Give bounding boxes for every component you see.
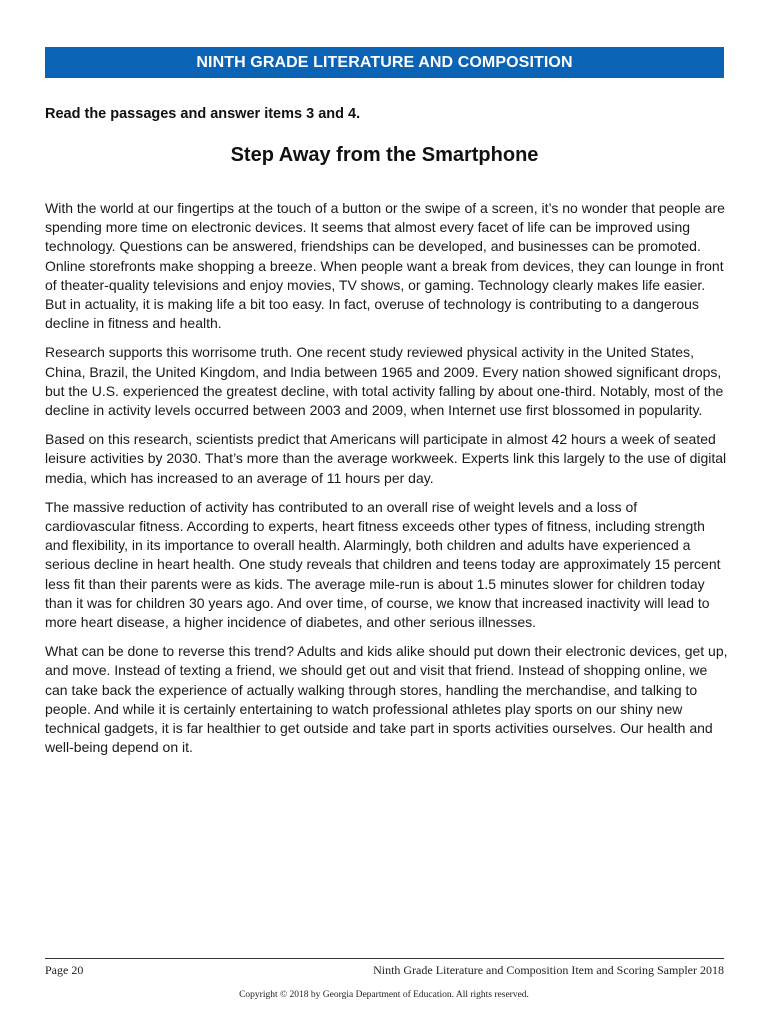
passage-paragraph-2: Research supports this worrisome truth. One recent study reviewed physical activity in the United States, China, Brazil, the United Kingdom, and India between 1965 and 2009. Every nation showed significant drops, but the U.S. experienced the greatest decline, with total activity falling by about one-third. Notably, most of the decline in activity levels occurred between 2003 and 2009, when Internet use first blossomed in popularity. (45, 344, 724, 419)
passage-title: Step Away from the Smartphone (230, 144, 539, 166)
passage-body (45, 199, 729, 767)
passage-paragraph-1: With the world at our fingertips at the touch of a button or the swipe of a screen, it’s no wonder that people are spending more time on electronic devices. It seems that almost every facet of life can be improved using technology. Questions can be answered, friendships can be developed, and businesses can be promoted. Online storefronts make shopping a breeze. When people want a break from devices, they can lounge in front of theater-quality televisions and enjoy movies, TV shows, or gaming. Technology clearly makes life easier. But in actuality, it is making life a bit too easy. In fact, overuse of technology is contributing to a dangerous decline in fitness and health. (45, 200, 725, 332)
document-title: Ninth Grade Literature and Composition Item and Scoring Sampler 2018 (373, 963, 724, 977)
section-banner (45, 47, 724, 78)
passage-paragraph-3: Based on this research, scientists predict that Americans will participate in almost 42 hours a week of seated leisure activities by 2030. That’s more than the average workweek. Experts link this largely to the use of digital media, which has increased to an average of 11 hours per day. (45, 431, 727, 486)
copyright-notice: Copyright © 2018 by Georgia Department of Education. All rights reserved. (239, 990, 529, 1000)
banner-title: NINTH GRADE LITERATURE AND COMPOSITION (196, 53, 573, 71)
page-number: Page 20 (45, 963, 84, 977)
footer-divider (45, 958, 724, 959)
passage-paragraph-5: What can be done to reverse this trend? Adults and kids alike should put down their electronic devices, get up, and move. Instead of texting a friend, we should get out and visit that friend. Instead of shopping online, we can take back the experience of actually walking through stores, handling the merchandise, and talking to people. And while it is certainly entertaining to watch professional athletes play sports on our shiny new technical gadgets, it is far healthier to get outside and take part in sports activities ourselves. Our health and well-being depend on it. (45, 643, 728, 756)
passage-paragraph-4: The massive reduction of activity has contributed to an overall rise of weight levels and a loss of cardiovascular fitness. According to experts, heart fitness exceeds other types of fitness, including strength and flexibility, in its importance to overall health. Alarmingly, both children and adults have experienced a serious decline in heart health. One study reveals that children and teens today are approximately 15 percent less fit than their parents were as kids. The average mile-run is about 1.5 minutes slower for children today than it was for children 30 years ago. And over time, of course, we know that increased inactivity will lead to more heart disease, a higher incidence of diabetes, and other serious illnesses. (45, 498, 721, 631)
instruction-text: Read the passages and answer items 3 and 4. (45, 106, 361, 122)
